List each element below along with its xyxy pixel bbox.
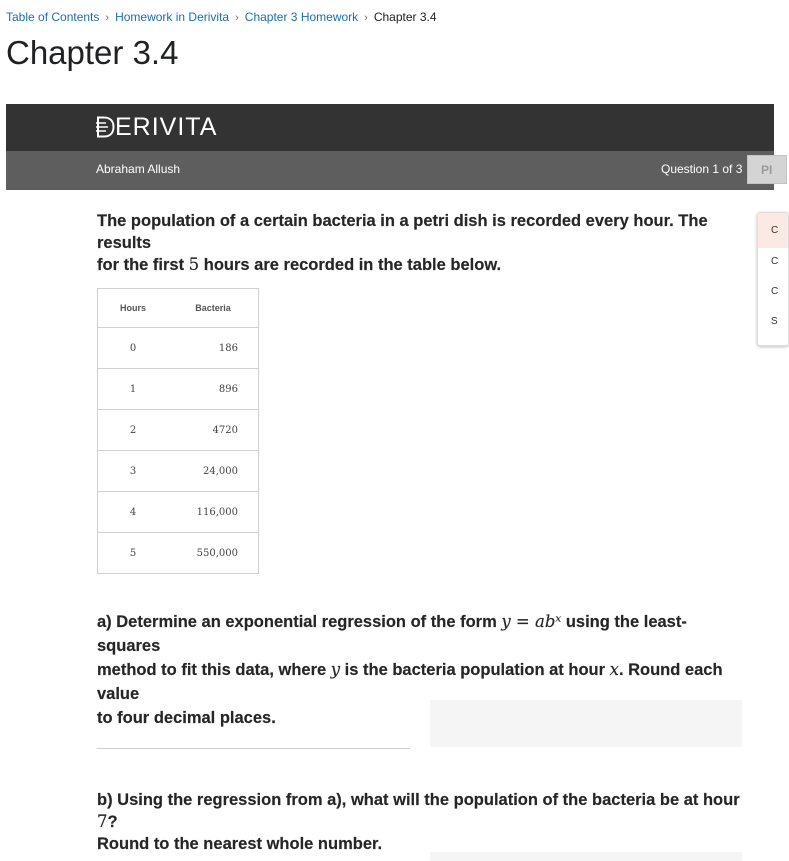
breadcrumb-link-chapter-3-homework[interactable]: Chapter 3 Homework [244, 10, 359, 24]
text-span: b) Using the regression from a), what will the population of the bacteria be at hour [97, 791, 740, 809]
table-row [98, 492, 259, 533]
derivita-logo [96, 113, 217, 142]
text-span: a) Determine an exponential regression of the form [97, 613, 502, 631]
part-b-prompt [97, 789, 742, 855]
question-side-panel[interactable] [757, 212, 789, 346]
math-variable: x [609, 660, 619, 679]
text-span: ? [107, 813, 118, 831]
breadcrumb [6, 10, 437, 24]
table-row [98, 369, 259, 410]
part-b-answer-box[interactable] [430, 852, 742, 861]
problem-intro [97, 210, 742, 276]
page-title: Chapter 3.4 [6, 34, 179, 71]
side-panel-item[interactable]: C [771, 225, 779, 236]
text-span: using the least-squares [97, 613, 687, 655]
bacteria-data-table [97, 288, 259, 574]
table-row [98, 451, 259, 492]
side-panel-item[interactable]: C [771, 286, 779, 297]
side-panel-item[interactable]: S [771, 316, 778, 327]
table-row [98, 328, 259, 369]
table-cell-hours: 2 [98, 410, 169, 451]
math-number: 7 [97, 812, 108, 831]
table-cell-hours: 0 [98, 328, 169, 369]
derivita-logo-text: ERIVITA [115, 113, 218, 141]
table-cell-bacteria: 186 [168, 328, 259, 369]
table-cell-hours: 5 [98, 533, 169, 574]
question-counter: Question 1 of 3 [661, 162, 743, 176]
table-header-row [98, 289, 259, 328]
part-b-line: Round to the nearest whole number. [97, 835, 383, 853]
table-cell-hours: 3 [98, 451, 169, 492]
user-name: Abraham Allush [96, 162, 181, 176]
table-cell-hours: 1 [98, 369, 169, 410]
math-number: 5 [188, 255, 200, 274]
part-a-line [97, 658, 742, 706]
problem-intro-line [97, 254, 742, 276]
part-a-answer-input[interactable] [97, 748, 410, 749]
part-a-line [97, 610, 742, 658]
table-cell-bacteria: 4720 [168, 410, 259, 451]
text-span: . Round each value [97, 661, 723, 703]
table-cell-bacteria: 116,000 [168, 492, 259, 533]
table-row [98, 533, 259, 574]
part-a-answer-box[interactable] [430, 700, 742, 747]
problem-intro-line: The population of a certain bacteria in a petri dish is recorded every hour. The results [97, 212, 708, 252]
table-cell-hours: 4 [98, 492, 169, 533]
table-cell-bacteria: 896 [168, 369, 259, 410]
breadcrumb-separator-icon: › [364, 12, 368, 24]
breadcrumb-link-table-of-contents[interactable]: Table of Contents [6, 10, 100, 24]
question-header-bar [6, 151, 774, 190]
math-formula: y = abˣ [501, 612, 562, 631]
table-cell-bacteria: 550,000 [168, 533, 259, 574]
table-cell-bacteria: 24,000 [168, 451, 259, 492]
text-span: is the bacteria population at hour [340, 661, 610, 679]
part-b-line [97, 789, 742, 833]
brand-bar [6, 104, 774, 151]
column-header-bacteria: Bacteria [195, 303, 231, 313]
table-row [98, 410, 259, 451]
part-a-line: to four decimal places. [97, 709, 276, 727]
breadcrumb-separator-icon: › [105, 12, 110, 24]
text-span: for the first [97, 256, 189, 274]
derivita-logo-mark [96, 113, 115, 142]
math-variable: y [330, 660, 341, 679]
side-panel-item[interactable]: C [771, 256, 779, 267]
breadcrumb-separator-icon: › [235, 12, 239, 24]
text-span: method to fit this data, where [97, 661, 331, 679]
column-header-hours: Hours [119, 303, 146, 313]
breadcrumb-current: Chapter 3.4 [373, 10, 437, 24]
breadcrumb-link-homework-in-derivita[interactable]: Homework in Derivita [115, 10, 230, 24]
text-span: hours are recorded in the table below. [199, 256, 502, 274]
previous-question-button[interactable]: PI [747, 155, 787, 184]
